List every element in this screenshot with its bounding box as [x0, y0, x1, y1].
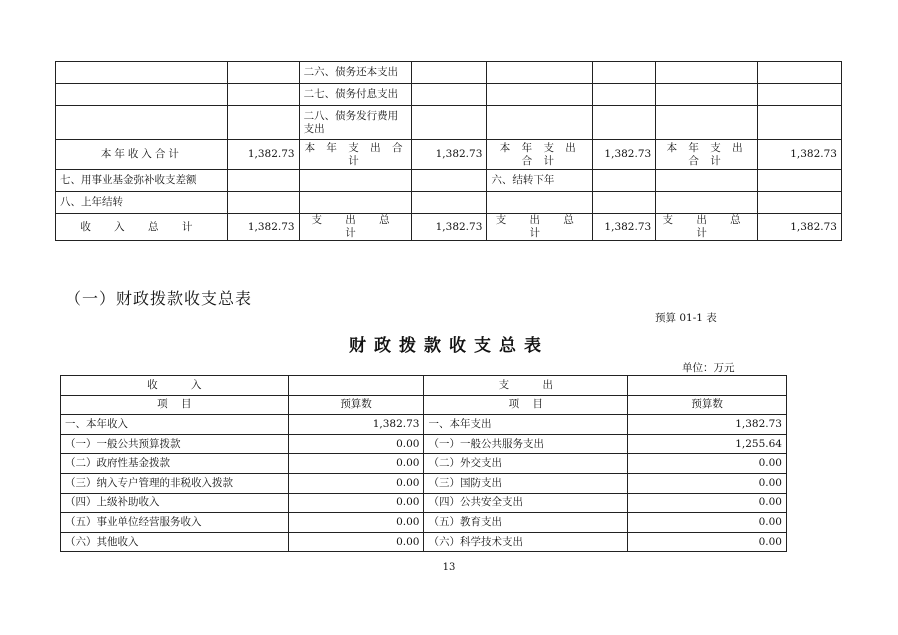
cell [656, 106, 758, 140]
table-row [61, 513, 787, 533]
income-value: 0.00 [288, 493, 424, 513]
cell [227, 84, 299, 106]
table-title: 财政拨款收支总表 [349, 336, 549, 356]
expense-value: 0.00 [628, 513, 787, 533]
income-year-total-value: 1,382.73 [227, 140, 299, 170]
income-value: 0.00 [288, 532, 424, 552]
cell [487, 106, 593, 140]
cell [758, 84, 842, 106]
expense-grand-total-label: 支 出 总 计 [656, 214, 758, 241]
cell: 七、用事业基金弥补收支差额 [56, 170, 228, 192]
cell [656, 170, 758, 192]
section-title: （一）财政拨款收支总表 [65, 289, 253, 308]
expense-grand-total-value: 1,382.73 [412, 214, 487, 241]
header-row [61, 376, 787, 396]
income-budget-header: 预算数 [288, 395, 424, 415]
cell: 八、上年结转 [56, 192, 228, 214]
expense-year-total-label: 本 年 支 出 合 计 [656, 140, 758, 170]
cell [593, 192, 656, 214]
cell [227, 106, 299, 140]
cell: 二六、债务还本支出 [299, 62, 412, 84]
expense-item: （三）国防支出 [424, 473, 628, 493]
table-row [56, 170, 842, 192]
income-grand-total-value: 1,382.73 [227, 214, 299, 241]
expense-year-total-label: 本 年 支 出 合 计 [299, 140, 412, 170]
cell [593, 84, 656, 106]
cell [412, 84, 487, 106]
expense-value: 0.00 [628, 532, 787, 552]
cell: 六、结转下年 [487, 170, 593, 192]
summary-table-continued [55, 61, 842, 241]
form-number: 预算 01-1 表 [655, 312, 717, 324]
income-item: （五）事业单位经营服务收入 [61, 513, 289, 533]
cell [56, 62, 228, 84]
cell [412, 192, 487, 214]
cell: 二七、债务付息支出 [299, 84, 412, 106]
income-item: （四）上级补助收入 [61, 493, 289, 513]
income-value: 0.00 [288, 473, 424, 493]
cell [299, 192, 412, 214]
cell [56, 106, 228, 140]
table-row [61, 493, 787, 513]
table-row [56, 106, 842, 140]
expense-header: 支 出 [424, 376, 628, 396]
expense-grand-total-label: 支 出 总 计 [299, 214, 412, 241]
table-row [56, 62, 842, 84]
cell [758, 192, 842, 214]
table-row [56, 192, 842, 214]
cell [656, 62, 758, 84]
expense-grand-total-label: 支 出 总 计 [487, 214, 593, 241]
cell [656, 192, 758, 214]
cell [412, 170, 487, 192]
income-year-total-label: 本年收入合计 [56, 140, 228, 170]
income-item: （二）政府性基金拨款 [61, 454, 289, 474]
expense-item: （四）公共安全支出 [424, 493, 628, 513]
cell [487, 84, 593, 106]
cell [593, 62, 656, 84]
table-row [61, 454, 787, 474]
expense-item: 一、本年支出 [424, 415, 628, 435]
cell: 二八、债务发行费用支出 [299, 106, 412, 140]
income-value: 0.00 [288, 434, 424, 454]
cell [593, 106, 656, 140]
income-item-header: 项 目 [61, 395, 289, 415]
expense-year-total-value: 1,382.73 [412, 140, 487, 170]
table-row [61, 434, 787, 454]
expense-year-total-value: 1,382.73 [758, 140, 842, 170]
income-value: 1,382.73 [288, 415, 424, 435]
cell [487, 62, 593, 84]
cell [758, 62, 842, 84]
cell [299, 170, 412, 192]
cell [487, 192, 593, 214]
cell [758, 170, 842, 192]
cell [56, 84, 228, 106]
expense-value: 1,382.73 [628, 415, 787, 435]
income-item: （六）其他收入 [61, 532, 289, 552]
expense-year-total-value: 1,382.73 [593, 140, 656, 170]
cell [656, 84, 758, 106]
table-row [56, 84, 842, 106]
income-item: （三）纳入专户管理的非税收入拨款 [61, 473, 289, 493]
cell [227, 170, 299, 192]
table-row [61, 473, 787, 493]
expense-item: （五）教育支出 [424, 513, 628, 533]
income-grand-total-label: 收 入 总 计 [56, 214, 228, 241]
income-header: 收 入 [61, 376, 289, 396]
income-value: 0.00 [288, 513, 424, 533]
expense-value: 0.00 [628, 454, 787, 474]
table-row [61, 415, 787, 435]
table-row [61, 532, 787, 552]
cell [227, 62, 299, 84]
expense-budget-header: 预算数 [628, 395, 787, 415]
income-item: 一、本年收入 [61, 415, 289, 435]
page-number: 13 [442, 562, 456, 573]
income-item: （一）一般公共预算拨款 [61, 434, 289, 454]
table-row-year-total [56, 140, 842, 170]
expense-item: （一）一般公共服务支出 [424, 434, 628, 454]
table-row-grand-total [56, 214, 842, 241]
fiscal-appropriation-table [60, 375, 787, 552]
expense-value: 1,255.64 [628, 434, 787, 454]
header-row [61, 395, 787, 415]
expense-grand-total-value: 1,382.73 [593, 214, 656, 241]
expense-item-header: 项 目 [424, 395, 628, 415]
cell [758, 106, 842, 140]
expense-item: （六）科学技术支出 [424, 532, 628, 552]
cell [593, 170, 656, 192]
cell [412, 106, 487, 140]
cell [628, 376, 787, 396]
expense-value: 0.00 [628, 493, 787, 513]
unit-label: 单位：万元 [682, 362, 735, 374]
expense-grand-total-value: 1,382.73 [758, 214, 842, 241]
cell [288, 376, 424, 396]
expense-year-total-label: 本 年 支 出 合 计 [487, 140, 593, 170]
income-value: 0.00 [288, 454, 424, 474]
expense-value: 0.00 [628, 473, 787, 493]
expense-item: （二）外交支出 [424, 454, 628, 474]
cell [412, 62, 487, 84]
cell [227, 192, 299, 214]
